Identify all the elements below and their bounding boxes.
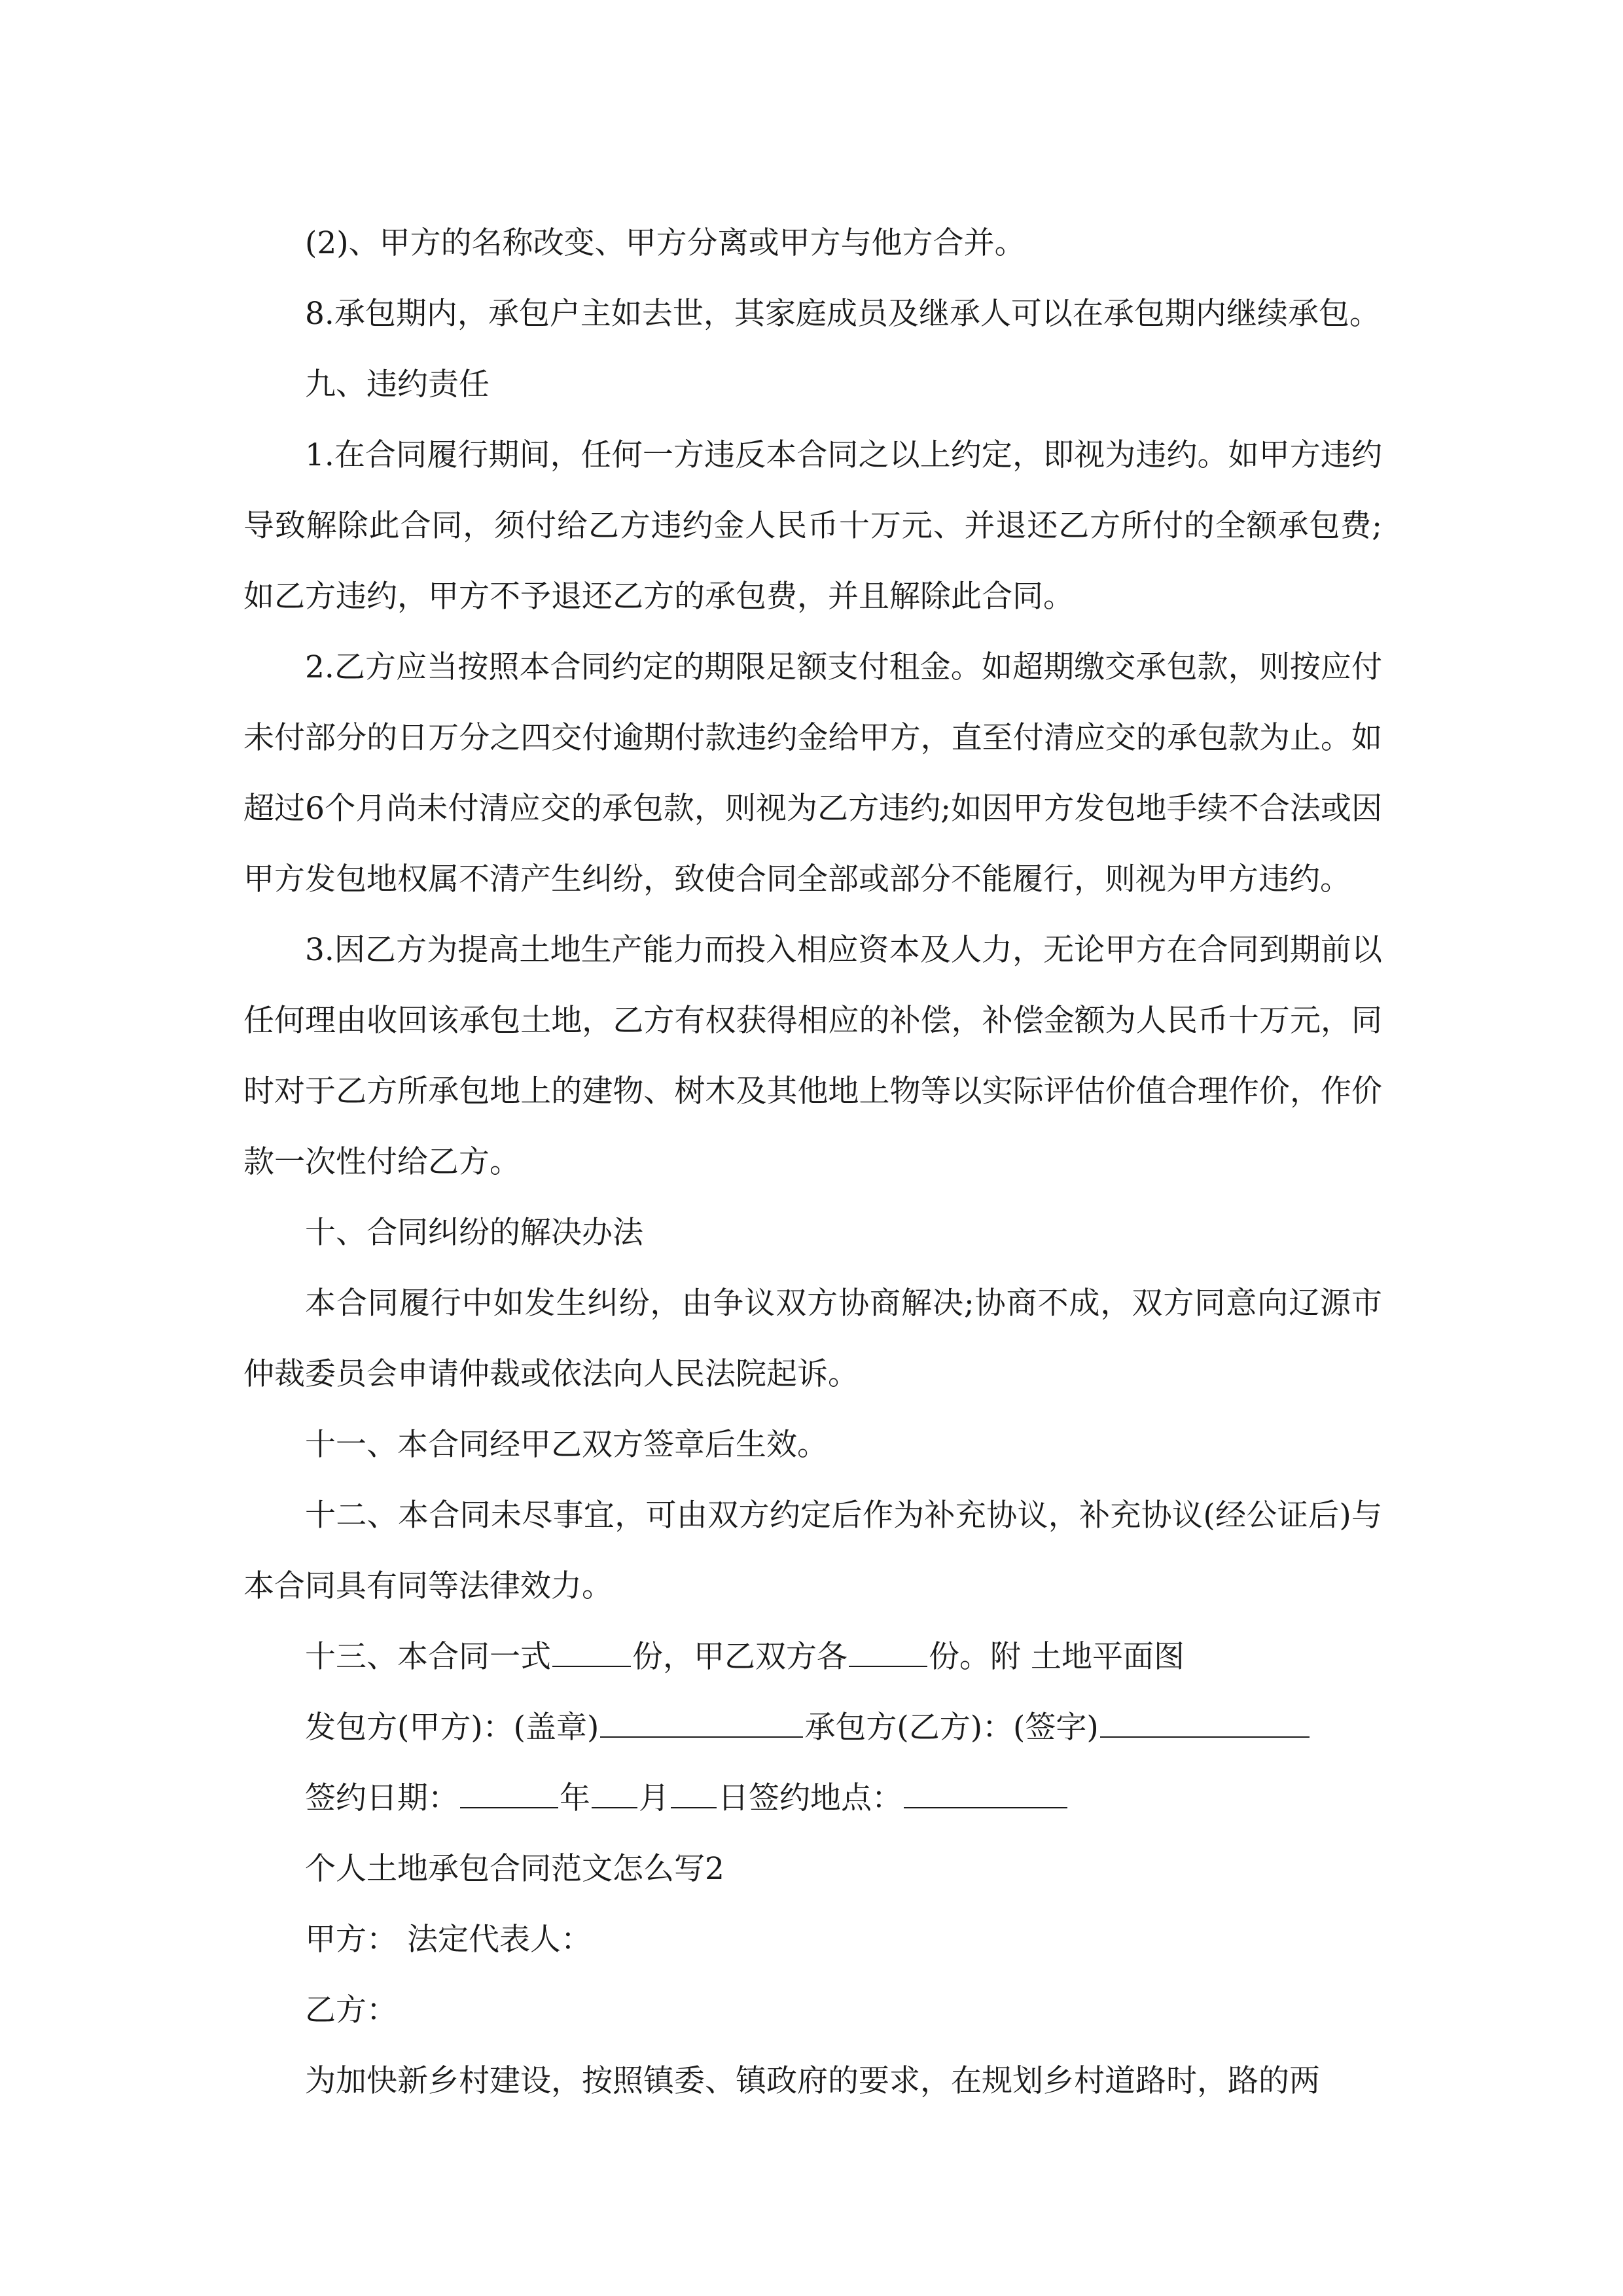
paragraph-effective: 十一、本合同经甲乙双方签章后生效。 [305, 1427, 828, 1463]
contract-title-2: 个人土地承包合同范文怎么写2 [305, 1851, 724, 1887]
copies-line [243, 1622, 1382, 1693]
paragraph-intro: 为加快新乡村建设，按照镇委、镇政府的要求，在规划乡村道路时，路的两 [305, 2063, 1320, 2099]
paragraph-clause-2: (2)、甲方的名称改变、甲方分离或甲方与他方合并。 [305, 225, 1026, 261]
paragraph-clause-8: 8.承包期内，承包户主如去世，其家庭成员及继承人可以在承包期内继续承包。 [305, 296, 1380, 332]
party-b-line: 乙方： [305, 1992, 397, 2028]
copies-text-1: 十三、本合同一式 [305, 1639, 551, 1675]
party-b-sign-label: 承包方(乙方)：(签字) [804, 1710, 1099, 1746]
copies-text-3: 份。附 土地平面图 [929, 1639, 1185, 1675]
month-blank [592, 1780, 637, 1808]
paragraph-breach-1: 1.在合同履行期间，任何一方违反本合同之以上约定，即视为违约。如甲方违约导致解除此合同，须付给乙方违约金人民币十万元、并退还乙方所付的全额承包费;如乙方违约，甲方不予退还乙方的承包费，并且解除此合同。 [243, 437, 1382, 615]
paragraph-breach-3: 3.因乙方为提高土地生产能力而投入相应资本及人力，无论甲方在合同到期前以任何理由收回该承包土地，乙方有权获得相应的补偿，补偿金额为人民币十万元，同时对于乙方所承包地上的建物、树木及其他地上物等以实际评估价值合理作价，作价款一次性付给乙方。 [243, 932, 1382, 1180]
section-heading-breach: 九、违约责任 [305, 367, 490, 403]
party-a-seal-blank [600, 1709, 803, 1738]
party-a-seal-label: 发包方(甲方)：(盖章) [305, 1710, 599, 1746]
paragraph-disputes: 本合同履行中如发生纠纷，由争议双方协商解决;协商不成，双方同意向辽源市仲裁委员会申请仲裁或依法向人民法院起诉。 [243, 1285, 1382, 1392]
year-blank [460, 1780, 558, 1808]
sign-date-label: 签约日期： [305, 1780, 459, 1816]
copies-blank-each [849, 1638, 927, 1667]
paragraph-supplement: 十二、本合同未尽事宜，可由双方约定后作为补充协议，补充协议(经公证后)与本合同具有同等法律效力。 [243, 1498, 1382, 1604]
party-a-line: 甲方： 法定代表人： [305, 1922, 592, 1958]
year-label: 年 [560, 1780, 590, 1816]
day-blank [671, 1780, 717, 1808]
paragraph-breach-2: 2.乙方应当按照本合同约定的期限足额支付租金。如超期缴交承包款，则按应付未付部分的日万分之四交付逾期付款违约金给甲方，直至付清应交的承包款为止。如超过6个月尚未付清应交的承包款，则视为乙方违约;如因甲方发包地手续不合法或因甲方发包地权属不清产生纠纷，致使合同全部或部分不能履行，则视为甲方违约。 [243, 649, 1382, 897]
copies-text-2: 份，甲乙双方各 [632, 1639, 847, 1675]
signature-line [243, 1693, 1382, 1763]
document-body [243, 208, 1382, 2117]
date-place-line [243, 1763, 1382, 1834]
copies-blank-total [552, 1638, 631, 1667]
place-blank [904, 1780, 1067, 1808]
section-heading-disputes: 十、合同纠纷的解决办法 [305, 1215, 643, 1251]
party-b-sign-blank [1100, 1709, 1310, 1738]
day-place-label: 日签约地点： [718, 1780, 902, 1816]
month-label: 月 [639, 1780, 669, 1816]
